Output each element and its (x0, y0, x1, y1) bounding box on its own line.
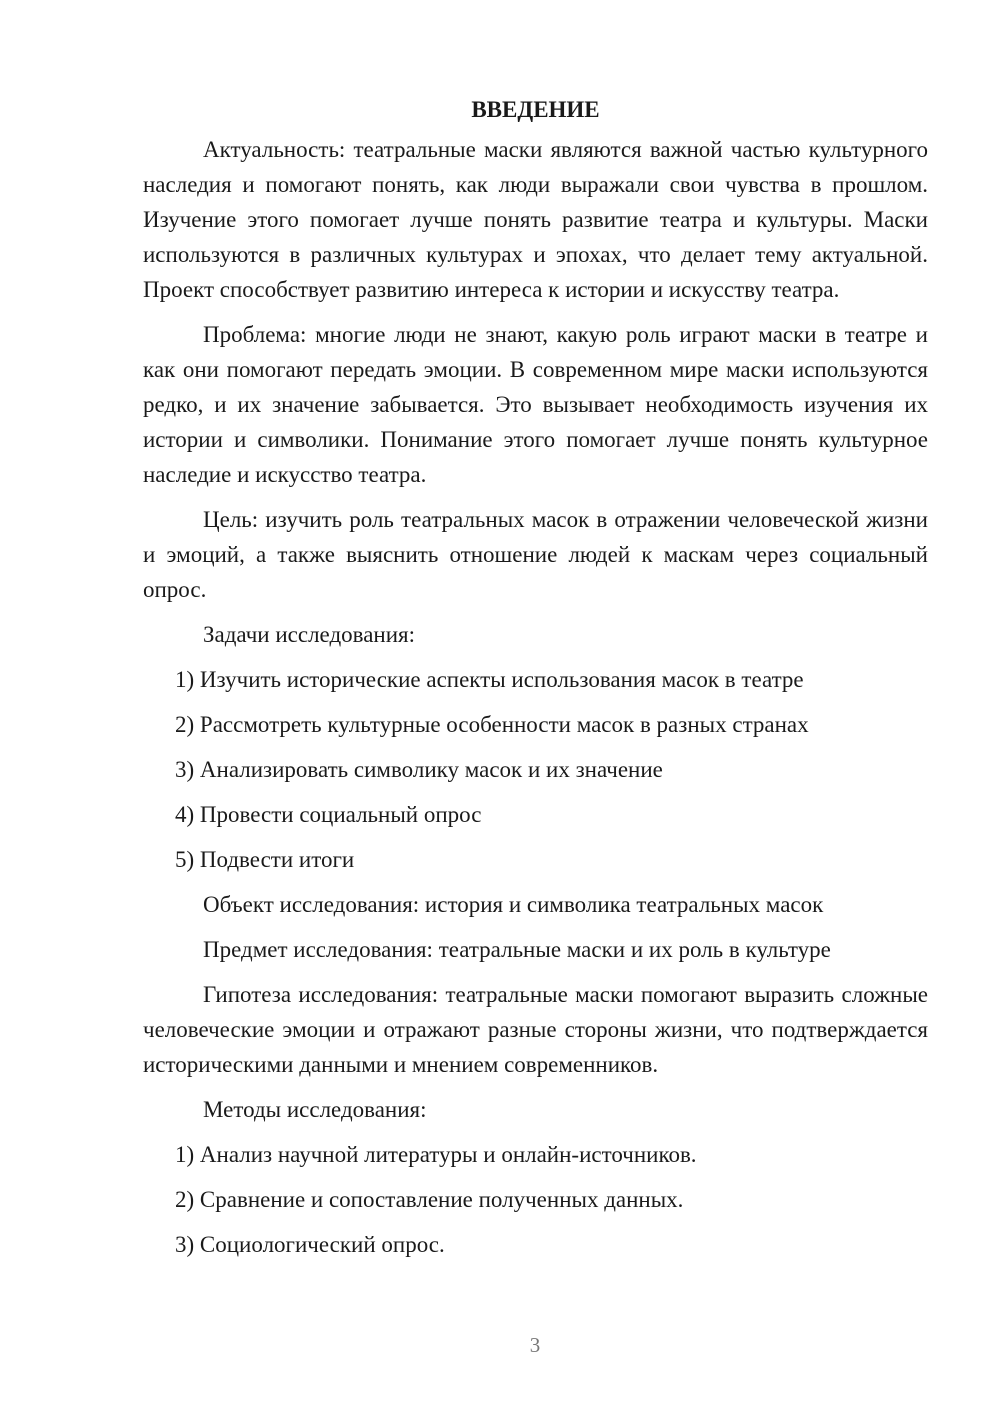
task-item: 5) Подвести итоги (175, 847, 355, 872)
method-item: 1) Анализ научной литературы и онлайн-источников. (175, 1142, 697, 1167)
hypothesis-paragraph: Гипотеза исследования: театральные маски помогают выразить сложные человеческие эмоции и отражают разные стороны жизни, что подтверждается историческими данными и мнением современников. (143, 982, 928, 1077)
problem-paragraph: Проблема: многие люди не знают, какую роль играют маски в театре и как они помогают передать эмоции. В современном мире маски используются редко, и их значение забывается. Это вызывает необходимость изучения их истории и символики. Понимание этого помогает лучше понять культурное наследие и искусство театра. (143, 322, 928, 487)
task-item: 2) Рассмотреть культурные особенности масок в разных странах (175, 712, 809, 737)
goal-paragraph: Цель: изучить роль театральных масок в отражении человеческой жизни и эмоций, а также выяснить отношение людей к маскам через социальный опрос. (143, 507, 928, 602)
page-number: 3 (529, 1333, 541, 1357)
method-item: 2) Сравнение и сопоставление полученных данных. (175, 1187, 684, 1212)
task-item: 4) Провести социальный опрос (175, 802, 482, 827)
task-item: 3) Анализировать символику масок и их значение (175, 757, 663, 782)
relevance-paragraph: Актуальность: театральные маски являются важной частью культурного наследия и помогают понять, как люди выражали свои чувства в прошлом. Изучение этого помогает лучше понять развитие театра и культуры. Маски используются в различных культурах и эпохах, что делает тему актуальной. Проект способствует развитию интереса к истории и искусству театра. (143, 137, 928, 302)
document-page (143, 95, 928, 1272)
research-object: Объект исследования: история и символика театральных масок (203, 892, 824, 917)
section-title: ВВЕДЕНИЕ (471, 97, 600, 122)
method-item: 3) Социологический опрос. (175, 1232, 445, 1257)
tasks-heading: Задачи исследования: (203, 622, 416, 647)
task-item: 1) Изучить исторические аспекты использования масок в театре (175, 667, 804, 692)
methods-heading: Методы исследования: (203, 1097, 427, 1122)
research-subject: Предмет исследования: театральные маски и их роль в культуре (203, 937, 831, 962)
